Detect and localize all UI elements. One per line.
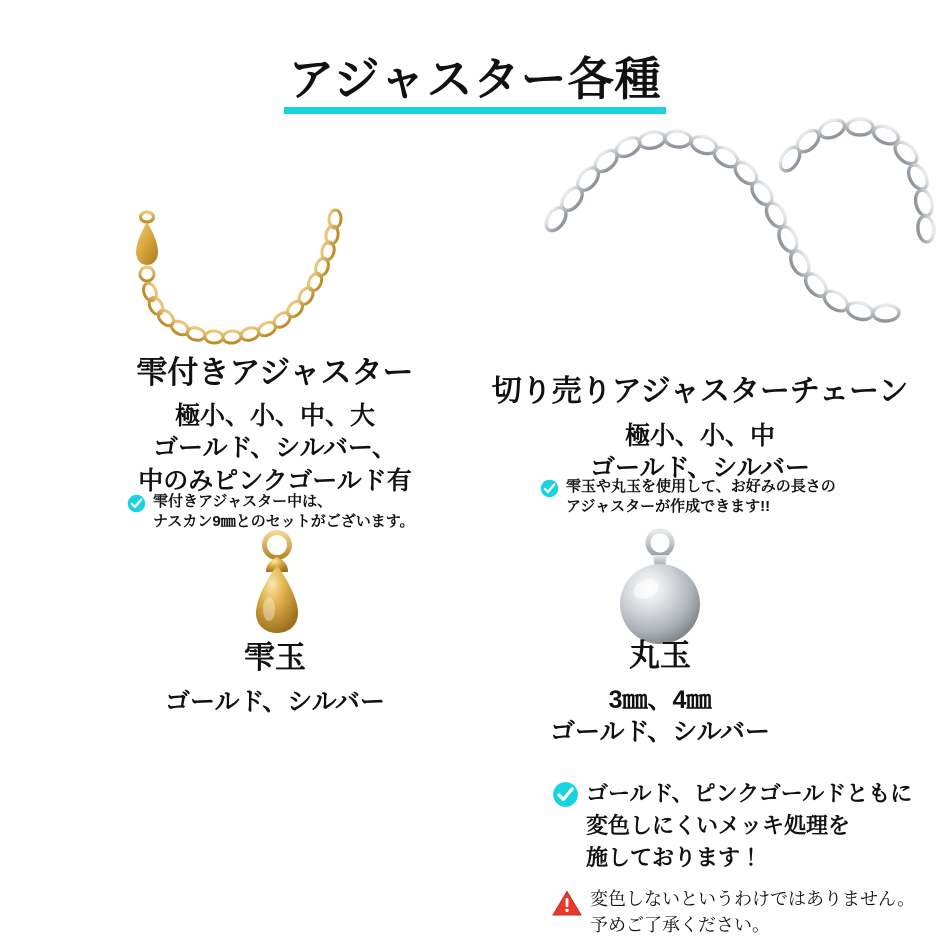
caption-drop-ball — [120, 640, 430, 718]
item-name-round-ball: 丸玉 — [629, 638, 691, 673]
item-detail-line: 極小、小、中 — [624, 421, 775, 450]
note-drop-adjuster — [127, 492, 437, 532]
note-line: 雫付きアジャスター中は、 — [153, 493, 333, 510]
disclaimer-line: 変色しないというわけではありません。 — [590, 889, 916, 909]
item-name-cut-sale-chain: 切り売りアジャスターチェーン — [491, 375, 909, 408]
caption-drop-adjuster — [100, 355, 450, 497]
check-icon — [127, 494, 146, 513]
silver-chain-image — [520, 115, 950, 375]
note-line: アジャスターが作成できます!! — [566, 497, 771, 515]
page-title: アジャスター各種 — [284, 54, 665, 114]
note-cut-sale-chain — [540, 477, 870, 517]
item-detail-line: ゴールド、シルバー — [165, 687, 385, 716]
silver-round-bead-image — [600, 527, 720, 647]
caption-cut-sale-chain — [455, 375, 945, 485]
plating-note — [552, 778, 942, 874]
item-detail-line: 極小、小、中、大 — [174, 401, 375, 430]
item-detail-line: ゴールド、シルバー — [590, 454, 810, 482]
disclaimer-line: 予めご了承ください。 — [590, 915, 770, 936]
item-detail-line: 中のみピンクゴールド有 — [138, 466, 412, 495]
note-line: ナスカン9㎜とのセットがございます。 — [153, 512, 415, 530]
plating-note-line: 変色しにくいメッキ処理を — [586, 812, 851, 838]
caption-round-ball — [505, 638, 815, 749]
check-icon — [552, 781, 579, 808]
item-name-drop-adjuster: 雫付きアジャスター — [136, 355, 414, 390]
disclaimer — [552, 886, 942, 938]
plating-note-line: ゴールド、ピンクゴールドともに — [586, 781, 913, 806]
disclaimer-text — [590, 886, 915, 938]
check-icon — [540, 479, 559, 498]
item-detail-line: ゴールド、シルバー、 — [153, 434, 397, 463]
page-title-wrap — [0, 54, 950, 114]
note-line: 雫玉や丸玉を使用して、お好みの長さの — [566, 478, 836, 495]
item-detail-line: ゴールド、シルバー — [550, 718, 770, 747]
note-text — [566, 477, 836, 517]
item-name-drop-ball: 雫玉 — [244, 640, 306, 675]
warning-triangle-icon — [552, 890, 582, 922]
gold-drop-bead-image — [222, 527, 332, 637]
plating-note-line: 施しております！ — [586, 844, 763, 870]
item-detail-line: 3㎜、4㎜ — [608, 685, 712, 714]
plating-note-text — [586, 778, 912, 874]
gold-extender-chain-image — [110, 200, 440, 365]
note-text — [153, 492, 415, 532]
